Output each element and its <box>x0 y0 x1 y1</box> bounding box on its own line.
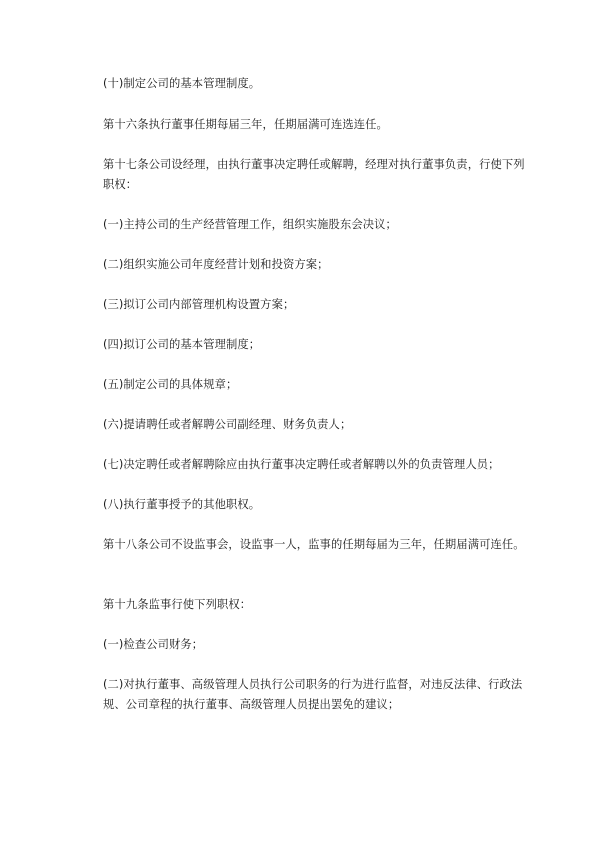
paragraph-manager-power-5: (五)制定公司的具体规章； <box>103 378 238 391</box>
paragraph-manager-power-7: (七)决定聘任或者解聘除应由执行董事决定聘任或者解聘以外的负责管理人员； <box>103 458 500 471</box>
paragraph-manager-power-4: (四)拟订公司的基本管理制度； <box>103 338 261 351</box>
paragraph-supervisor-power-2: (二)对执行董事、高级管理人员执行公司职务的行为进行监督，对违反法律、行政法规、公司章程的执行董事、高级管理人员提出罢免的建议； <box>103 678 523 711</box>
paragraph-manager-power-6: (六)提请聘任或者解聘公司副经理、财务负责人； <box>103 418 352 431</box>
paragraph-article-16: 第十六条执行董事任期每届三年，任期届满可连选连任。 <box>103 118 388 131</box>
paragraph-article-19: 第十九条监事行使下列职权： <box>103 598 252 611</box>
paragraph-manager-power-3: (三)拟订公司内部管理机构设置方案； <box>103 298 295 311</box>
paragraph-supervisor-power-1: (一)检查公司财务； <box>103 638 204 651</box>
paragraph-manager-power-1: (一)主持公司的生产经营管理工作，组织实施股东会决议； <box>103 218 397 231</box>
paragraph-manager-power-2: (二)组织实施公司年度经营计划和投资方案； <box>103 258 329 271</box>
paragraph-item-10-basic-management-system: (十)制定公司的基本管理制度。 <box>103 77 261 90</box>
paragraph-manager-power-8: (八)执行董事授予的其他职权。 <box>103 498 261 511</box>
paragraph-article-17: 第十七条公司设经理，由执行董事决定聘任或解聘，经理对执行董事负责，行使下列职权： <box>103 158 525 191</box>
paragraph-article-18: 第十八条公司不设监事会，设监事一人，监事的任期每届为三年，任期届满可连任。 <box>103 538 525 551</box>
